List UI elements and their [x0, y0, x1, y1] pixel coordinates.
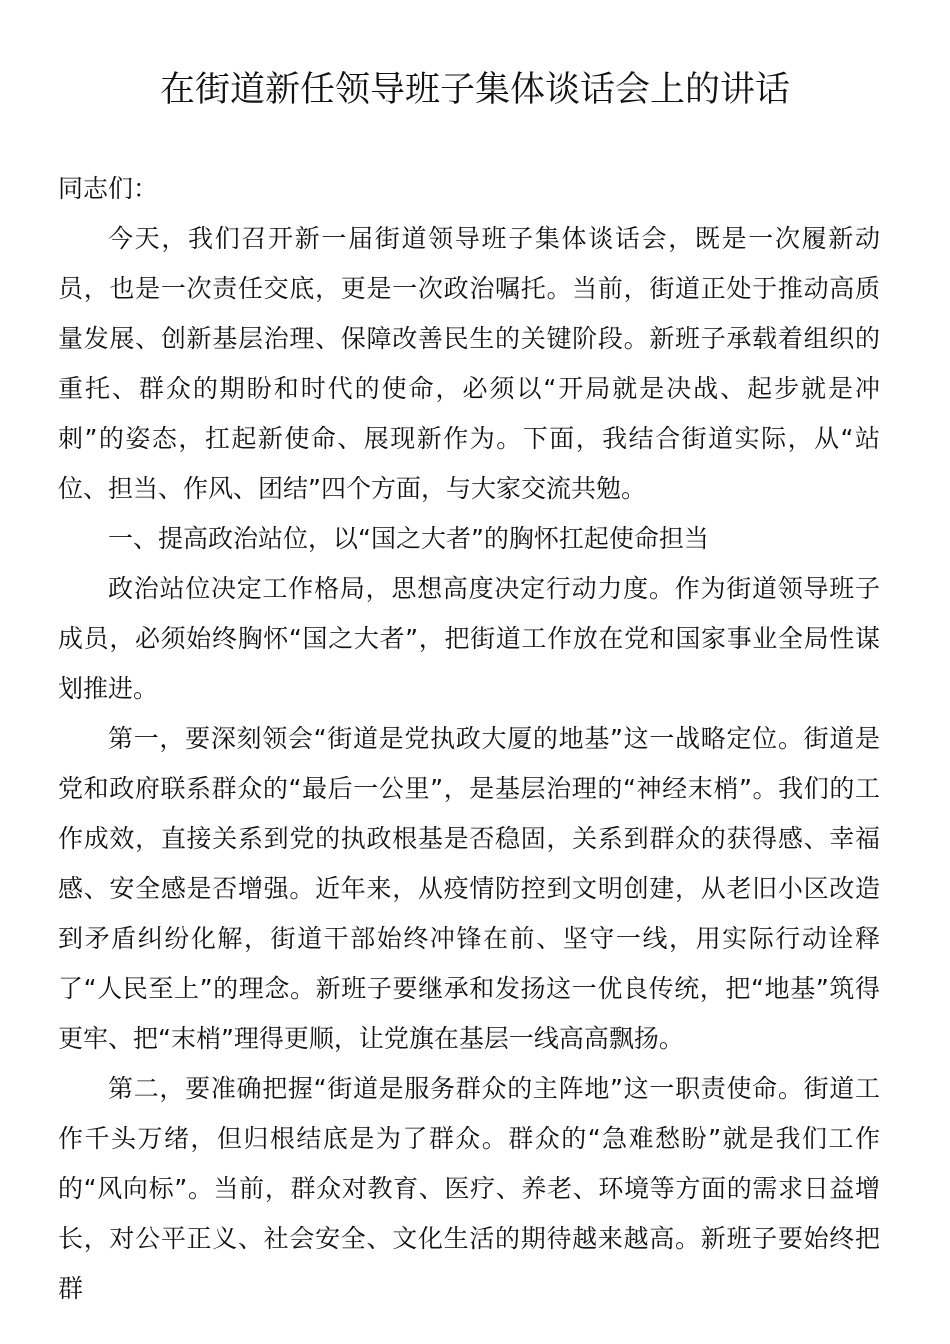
document-title: 在街道新任领导班子集体谈话会上的讲话: [159, 70, 790, 110]
paragraph-point-2: 第二，要准确把握“街道是服务群众的主阵地”这一职责使命。街道工作千头万绪，但归根结底是为了群众。群众的“急难愁盼”就是我们工作的“风向标”。当前，群众对教育、医疗、养老、环境等方面的需求日益增长，对公平正义、社会安全、文化生活的期待越来越高。新班子要始终把群: [58, 1074, 880, 1303]
paragraph-intro: 今天，我们召开新一届街道领导班子集体谈话会，既是一次履新动员，也是一次责任交底，更是一次政治嘱托。当前，街道正处于推动高质量发展、创新基层治理、保障改善民生的关键阶段。新班子承载着组织的重托、群众的期盼和时代的使命，必须以“开局就是决战、起步就是冲刺”的姿态，扛起新使命、展现新作为。下面，我结合街道实际，从“站位、担当、作风、团结”四个方面，与大家交流共勉。: [58, 224, 880, 503]
paragraph-section-1-intro: 政治站位决定工作格局，思想高度决定行动力度。作为街道领导班子成员，必须始终胸怀“国之大者”，把街道工作放在党和国家事业全局性谋划推进。: [58, 574, 880, 703]
section-heading-1: 一、提高政治站位，以“国之大者”的胸怀扛起使命担当: [108, 524, 709, 553]
paragraph-point-1: 第一，要深刻领会“街道是党执政大厦的地基”这一战略定位。街道是党和政府联系群众的“最后一公里”，是基层治理的“神经末梢”。我们的工作成效，直接关系到党的执政根基是否稳固，关系到群众的获得感、幸福感、安全感是否增强。近年来，从疫情防控到文明创建，从老旧小区改造到矛盾纠纷化解，街道干部始终冲锋在前、坚守一线，用实际行动诠释了“人民至上”的理念。新班子要继承和发扬这一优良传统，把“地基”筑得更牢、把“末梢”理得更顺，让党旗在基层一线高高飘扬。: [58, 724, 880, 1053]
document-body: [58, 164, 880, 1314]
salutation: 同志们：: [58, 174, 159, 203]
